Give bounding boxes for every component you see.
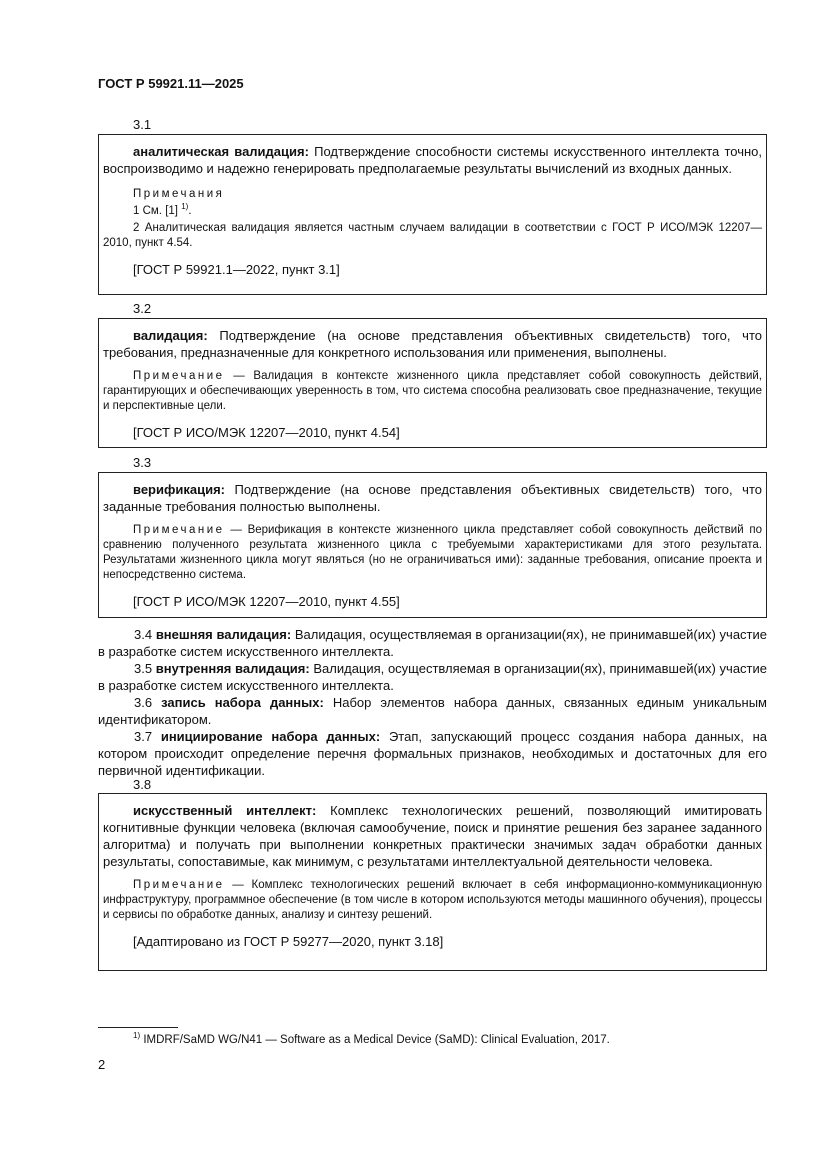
footnote-divider <box>98 1027 178 1028</box>
term-entry-3-4: 3.4 внешняя валидация: Валидация, осуществляемая в организации(ях), не принимавшей(их) участие в разработке систем искусственного интеллекта. <box>98 627 767 659</box>
notes-title: Примечания <box>133 188 225 200</box>
term-box-3-3 <box>98 472 767 618</box>
source-reference: [ГОСТ Р ИСО/МЭК 12207—2010, пункт 4.55] <box>133 594 400 609</box>
term-entry-3-6: 3.6 запись набора данных: Набор элементов набора данных, связанных единым уникальным идентификатором. <box>98 695 767 727</box>
term-title: валидация: <box>133 328 208 343</box>
term-definition <box>103 802 762 870</box>
term-definition <box>103 327 762 361</box>
page-number: 2 <box>98 1057 106 1072</box>
entry-number: 3.1 <box>133 117 152 132</box>
source-reference: [ГОСТ Р 59921.1—2022, пункт 3.1] <box>133 262 340 277</box>
document-header: ГОСТ Р 59921.11—2025 <box>98 76 244 91</box>
entry-number: 3.8 <box>133 777 152 792</box>
term-title: искусственный интеллект: <box>133 803 317 818</box>
term-paragraphs <box>98 626 767 779</box>
term-box-3-8 <box>98 793 767 971</box>
term-entry-3-7: 3.7 инициирование набора данных: Этап, запускающий процесс создания набора данных, на котором происходит определение перечня формальных признаков, необходимых и достаточных для его первичной идентификации. <box>98 729 767 778</box>
source-reference: [Адаптировано из ГОСТ Р 59277—2020, пункт 3.18] <box>133 934 444 949</box>
entry-number: 3.3 <box>133 455 152 470</box>
note-2: 2 Аналитическая валидация является частным случаем валидации в соответствии с ГОСТ Р ИСО/МЭК 12207—2010, пункт 4.54. <box>103 222 762 249</box>
note: Примечание — Верификация в контексте жизненного цикла представляет собой совокупность действий по сравнению полученного результата жизненного цикла с требуемыми характеристиками для этого результата. Результатами жизненного цикла могут являться (но не ограничиваться ими): заданные требования, описание проекта и непосредственно система. <box>103 524 762 581</box>
definition-text: Подтверждение (на основе представления объективных свидетельств) того, что требования, предназначенные для конкретного использования или применения, выполнены. <box>103 328 762 360</box>
term-definition <box>103 143 762 177</box>
term-box-3-2 <box>98 318 767 448</box>
note: Примечание — Комплекс технологических решений включает в себя информационно-коммуникационную инфраструктуру, программное обеспечение (в том числе в котором используются методы машинного обучения), процессы и сервисы по обработке данных, анализу и синтезу решений. <box>103 879 762 921</box>
term-definition <box>103 481 762 515</box>
definition-text: Комплекс технологических решений, позволяющий имитировать когнитивные функции человека (включая самообучение, поиск и принятие решения без заранее заданного алгоритма) и получать при выполнении конкретных практически значимых задач обработки данных результаты, сопоставимые, как минимум, с результатами интеллектуальной деятельности человека. <box>103 803 762 869</box>
entry-number: 3.2 <box>133 301 152 316</box>
definition-text: Подтверждение (на основе представления объективных свидетельств) того, что заданные требования полностью выполнены. <box>103 482 762 514</box>
term-entry-3-5: 3.5 внутренняя валидация: Валидация, осуществляемая в организации(ях), принимавшей(их) участие в разработке систем искусственного интеллекта. <box>98 661 767 693</box>
term-title: аналитическая валидация: <box>133 144 309 159</box>
term-title: верификация: <box>133 482 225 497</box>
source-reference: [ГОСТ Р ИСО/МЭК 12207—2010, пункт 4.54] <box>133 425 400 440</box>
note-1: 1 См. [1] $^{1)}$. <box>133 202 192 217</box>
term-box-3-1 <box>98 134 767 295</box>
definition-text: Подтверждение способности системы искусственного интеллекта точно, воспроизводимо и надежно генерировать предполагаемые результаты вычислений из входных данных. <box>103 144 763 176</box>
footnote: $^{1)}$ IMDRF/SaMD WG/N41 — Software as a Medical Device (SaMD): Clinical Evaluation, 2017. <box>133 1031 610 1046</box>
note: Примечание — Валидация в контексте жизненного цикла представляет собой совокупность действий, гарантирующих и обеспечивающих уверенность в том, что система способна реализовать свое предназначение, текущие и перспективные цели. <box>103 370 762 412</box>
